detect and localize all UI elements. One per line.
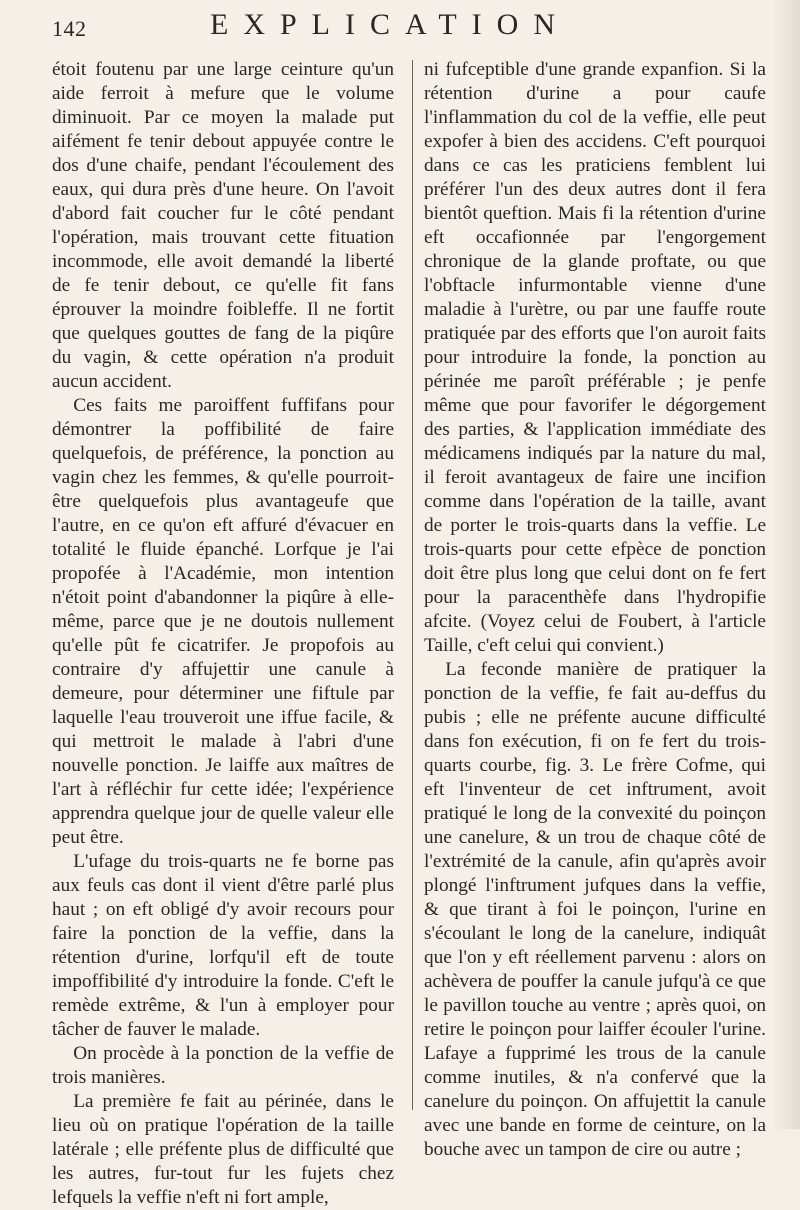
- paragraph: étoit foutenu par une large ceinture qu'un aide ferroit à mefure que le volume diminuoit. Par ce moyen la malade put aifément fe tenir debout appuyée contre le dos d'une chaife, pendant l'écoulement des eaux, qui dura près d'une heure. On l'avoit d'abord fait coucher fur le côté pendant l'opération, mais trouvant cette fituation incommode, elle avoit demandé la liberté de fe tenir debout, ce qu'elle fit fans éprouver la moindre foibleffe. Il ne fortit que quelques gouttes de fang de la piqûre du vagin, & cette opération n'a produit aucun accident.: [52, 59, 394, 392]
- page-edge-shadow: [772, 0, 800, 1129]
- paragraph: La feconde manière de pratiquer la ponction de la veffie, fe fait au-deffus du pubis ; elle ne préfente aucune difficulté dans fon exécution, fi on fe fert du trois-quarts courbe, fig. 3. Le frère Cofme, qui eft l'inventeur de cet inftrument, avoit pratiqué le long de la convexité du poinçon une canelure, & un trou de chaque côté de l'extrémité de la canule, afin qu'après avoir plongé l'inftrument jufques dans la veffie, & que tirant à foi le poinçon, l'urine en s'écoulant le long de la canelure, indiquât que l'on y eft réellement parvenu : alors on achèvera de pouffer la canule jufqu'à ce que le pavillon touche au ventre ; après quoi, on retire le poinçon pour laiffer écouler l'urine. Lafaye a fupprimé les trous de la canule comme inutiles, & n'a confervé que la canelure du poinçon. On affujettit la canule avec une bande en forme de ceinture, on la bouche avec un tampon de cire ou autre ;: [424, 659, 766, 1160]
- page-number: 142: [52, 16, 87, 41]
- left-column: [52, 58, 394, 1208]
- paragraph: La première fe fait au périnée, dans le lieu où on pratique l'opération de la taille latérale ; elle préfente plus de difficulté que les autres, fur-tout fur les fujets chez lefquels la veffie n'eft ni fort ample,: [52, 1091, 394, 1208]
- paragraph: ni fufceptible d'une grande expanfion. Si la rétention d'urine a pour caufe l'inflammation du col de la veffie, elle peut expofer à bien des accidens. C'eft pourquoi dans ce cas les praticiens femblent lui préférer l'un des deux autres dont il fera bientôt queftion. Mais fi la rétention d'urine eft occafionnée par l'engorgement chronique de la glande proftate, ou que l'obftacle infurmontable vienne d'une maladie à l'urètre, ou par une fauffe route pratiquée par des efforts que l'on auroit faits pour introduire la fonde, la ponction au périnée me paroît préférable ; je penfe même que pour favorifer le dégorgement des parties, & l'application immédiate des médicamens indiqués par la nature du mal, il feroit avantageux de faire une incifion comme dans l'opération de la taille, avant de porter le trois-quarts dans la veffie. Le trois-quarts pour cette efpèce de ponction doit être plus long que celui dont on fe fert pour la paracenthèfe dans l'hydropifie afcite. (Voyez celui de Foubert, à l'article Taille, c'eft celui qui convient.): [424, 59, 766, 656]
- paragraph: L'ufage du trois-quarts ne fe borne pas aux feuls cas dont il vient d'être parlé plus haut ; on eft obligé d'y avoir recours pour faire la ponction de la veffie, dans la rétention d'urine, lorfqu'il eft de toute impoffibilité d'y introduire la fonde. C'eft le remède extrême, & l'un à employer pour tâcher de fauver le malade.: [52, 851, 394, 1040]
- paragraph: Ces faits me paroiffent fuffifans pour démontrer la poffibilité de faire quelquefois, de préférence, la ponction au vagin chez les femmes, & qu'elle pourroit-être quelquefois plus avantageufe que l'autre, en ce qu'on eft affuré d'évacuer en totalité le fluide épanché. Lorfque je l'ai propofée à l'Académie, mon intention n'étoit point d'abandonner la piqûre à elle-même, parce que je ne doutois nullement qu'elle pût fe cicatrifer. Je propofois au contraire d'y affujettir une canule à demeure, pour déterminer une fiftule par laquelle l'eau trouveroit une iffue facile, & qui mettroit le malade à l'abri d'une nouvelle ponction. Je laiffe aux maîtres de l'art à réfléchir fur cette idée; l'expérience apprendra quelque jour de quelle valeur elle peut être.: [52, 395, 394, 848]
- paragraph: On procède à la ponction de la veffie de trois manières.: [52, 1043, 394, 1088]
- running-title: EXPLICATION: [210, 8, 570, 41]
- text-columns: [52, 58, 766, 1208]
- right-column: [424, 58, 766, 1160]
